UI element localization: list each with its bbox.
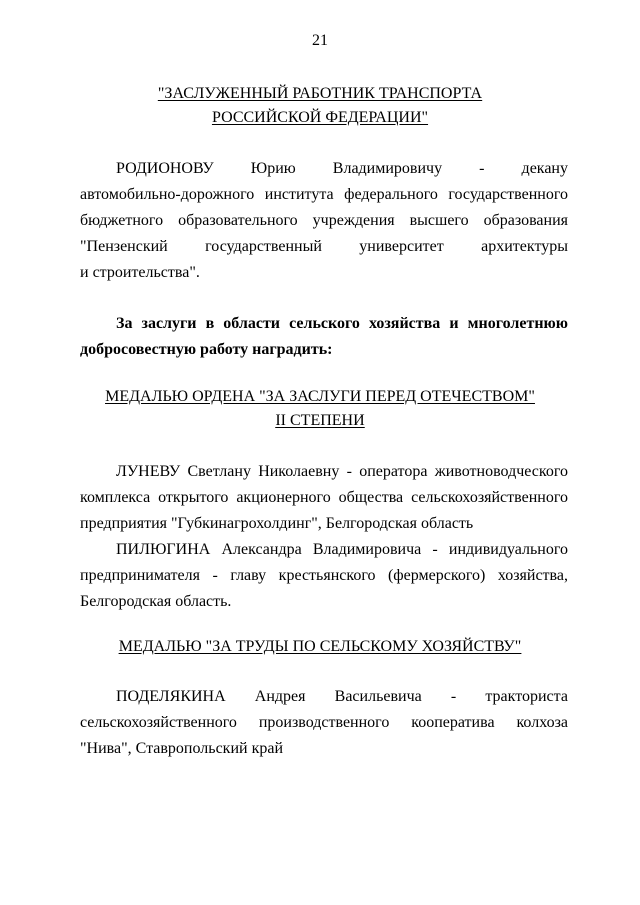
word: государственный xyxy=(205,238,322,255)
award-title-medal-order-merit xyxy=(0,385,640,433)
recipient-line: комплекса открытого акционерного общества сельскохозяйственного xyxy=(80,489,568,506)
recipient-line: ЛУНЕВУ Светлану Николаевну - оператора животноводческого xyxy=(116,463,568,480)
recipient-line: предприятия "Губкинагрохолдинг", Белгородская область xyxy=(80,515,474,532)
recipient-line: ПИЛЮГИНА Александра Владимировича - индивидуального xyxy=(116,541,568,558)
award-title-line-2: II СТЕПЕНИ xyxy=(275,412,365,429)
recipient-line xyxy=(80,234,568,260)
recipient-rodionov xyxy=(80,156,568,286)
word: университет xyxy=(359,238,444,255)
word: - xyxy=(479,160,485,177)
word: "Пензенский xyxy=(80,238,168,255)
recipient-luneva xyxy=(80,459,568,537)
decree-line-1: За заслуги в области сельского хозяйства и многолетнюю xyxy=(116,315,568,332)
word: декану xyxy=(521,160,568,177)
recipient-line: бюджетного образовательного учреждения высшего образования xyxy=(80,212,568,229)
recipient-line: "Нива", Ставропольский край xyxy=(80,740,283,757)
word: Юрию xyxy=(250,160,296,177)
word: РОДИОНОВУ xyxy=(116,160,214,177)
recipient-line: автомобильно-дорожного института федерального государственного xyxy=(80,186,568,203)
recipient-line: сельскохозяйственного производственного кооператива колхоза xyxy=(80,714,568,731)
award-title-line-1: "ЗАСЛУЖЕННЫЙ РАБОТНИК ТРАНСПОРТА xyxy=(157,85,483,102)
word: Владимировичу xyxy=(332,160,443,177)
recipient-line: Белгородская область. xyxy=(80,593,232,610)
award-title-line-2: РОССИЙСКОЙ ФЕДЕРАЦИИ" xyxy=(211,109,429,126)
page-number: 21 xyxy=(312,32,328,49)
decree-statement xyxy=(80,311,568,363)
award-title-medal-agriculture xyxy=(0,635,640,659)
recipient-line xyxy=(80,156,568,182)
award-title-line-1: МЕДАЛЬЮ ОРДЕНА "ЗА ЗАСЛУГИ ПЕРЕД ОТЕЧЕСТВОМ" xyxy=(105,388,535,405)
recipient-line: и строительства". xyxy=(80,264,200,281)
recipient-line: предпринимателя - главу крестьянского (фермерского) хозяйства, xyxy=(80,567,568,584)
word: - xyxy=(450,688,457,705)
word: Васильевича xyxy=(334,688,422,705)
word: тракториста xyxy=(485,688,568,705)
decree-line-2: добросовестную работу наградить: xyxy=(80,341,333,358)
word: ПОДЕЛЯКИНА xyxy=(116,688,226,705)
award-title-honored-transport-worker xyxy=(0,82,640,130)
award-title-line-1: МЕДАЛЬЮ "ЗА ТРУДЫ ПО СЕЛЬСКОМУ ХОЗЯЙСТВУ" xyxy=(118,638,522,655)
recipient-pilyugin xyxy=(80,537,568,615)
word: Андрея xyxy=(254,688,306,705)
recipient-line xyxy=(80,684,568,710)
word: архитектуры xyxy=(481,238,568,255)
recipient-podelyakin xyxy=(80,684,568,762)
